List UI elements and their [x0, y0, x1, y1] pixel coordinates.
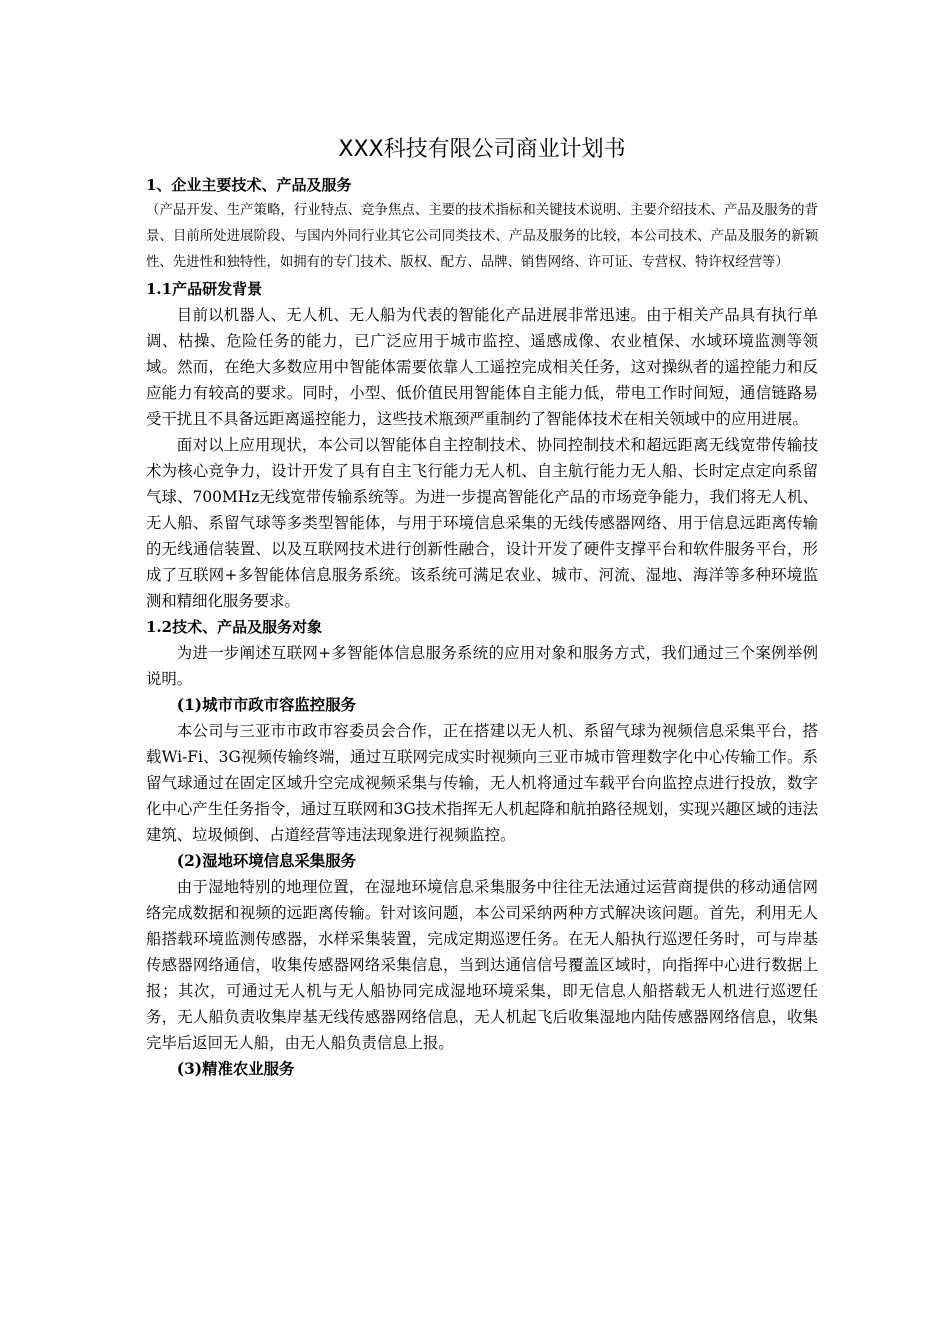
- case-2-heading: (2)湿地环境信息采集服务: [176, 852, 356, 870]
- case-1-text: 本公司与三亚市市政市容委员会合作，正在搭建以无人机、系留气球为视频信息采集平台，搭载Wi-Fi、3G视频传输终端，通过互联网完成实时视频向三亚市城市管理数字化中心传输工作。系留气球通过在固定区域升空完成视频采集与传输，无人机将通过车载平台向监控点进行投放，数字化中心产生任务指令，通过互联网和3G技术指挥无人机起降和航拍路径规划，实现兴趣区域的违法建筑、垃圾倾倒、占道经营等违法现象进行视频监控。: [146, 722, 818, 844]
- case-3-heading: (3)精准农业服务: [176, 1060, 295, 1078]
- section-1-2-intro: 为进一步阐述互联网+多智能体信息服务系统的应用对象和服务方式，我们通过三个案例举例说明。: [146, 644, 818, 688]
- case-1-heading: (1)城市市政市容监控服务: [176, 696, 356, 714]
- section-1-1-paragraph-2: 面对以上应用现状，本公司以智能体自主控制技术、协同控制技术和超远距离无线宽带传输技术为核心竞争力，设计开发了具有自主飞行能力无人机、自主航行能力无人船、长时定点定向系留气球、700MHz无线宽带传输系统等。为进一步提高智能化产品的市场竞争能力，我们将无人机、无人船、系留气球等多类型智能体，与用于环境信息采集的无线传感器网络、用于信息远距离传输的无线通信装置、以及互联网技术进行创新性融合，设计开发了硬件支撑平台和软件服务平台，形成了互联网+多智能体信息服务系统。该系统可满足农业、城市、河流、湿地、海洋等多种环境监测和精细化服务要求。: [146, 436, 818, 610]
- section-1-2-heading: 1.2技术、产品及服务对象: [146, 618, 323, 636]
- section-1-1-paragraph-1: 目前以机器人、无人机、无人船为代表的智能化产品进展非常迅速。由于相关产品具有执行单调、枯操、危险任务的能力，已广泛应用于城市监控、遥感成像、农业植保、水域环境监测等领域。然而，在绝大多数应用中智能体需要依靠人工遥控完成相关任务，这对操纵者的遥控能力和反应能力有较高的要求。同时，小型、低价值民用智能体自主能力低，带电工作时间短，通信链路易受干扰且不具备远距离遥控能力，这些技术瓶颈严重制约了智能体技术在相关领域中的应用进展。: [146, 306, 818, 428]
- section-1-heading: 1、企业主要技术、产品及服务: [146, 176, 352, 194]
- document-title: XXX科技有限公司商业计划书: [338, 137, 626, 162]
- document-page: [146, 130, 818, 1082]
- section-1-1-heading: 1.1产品研发背景: [146, 280, 263, 298]
- case-2-text: 由于湿地特别的地理位置，在湿地环境信息采集服务中往往无法通过运营商提供的移动通信网络完成数据和视频的远距离传输。针对该问题，本公司采纳两种方式解决该问题。首先，利用无人船搭载环境监测传感器，水样采集装置，完成定期巡逻任务。在无人船执行巡逻任务时，可与岸基传感器网络通信，收集传感器网络采集信息，当到达通信信号覆盖区域时，向指挥中心进行数据上报；其次，可通过无人机与无人船协同完成湿地环境采集，即无信息人船搭载无人机进行巡逻任务，无人船负责收集岸基无线传感器网络信息，无人机起飞后收集湿地内陆传感器网络信息，收集完毕后返回无人船，由无人船负责信息上报。: [146, 878, 818, 1052]
- section-1-note: （产品开发、生产策略，行业特点、竞争焦点、主要的技术指标和关键技术说明、主要介绍技术、产品及服务的背景、目前所处进展阶段、与国内外同行业其它公司同类技术、产品及服务的比较，本公司技术、产品及服务的新颖性、先进性和独特性，如拥有的专门技术、版权、配方、品牌、销售网络、许可证、专营权、特许权经营等）: [146, 203, 818, 270]
